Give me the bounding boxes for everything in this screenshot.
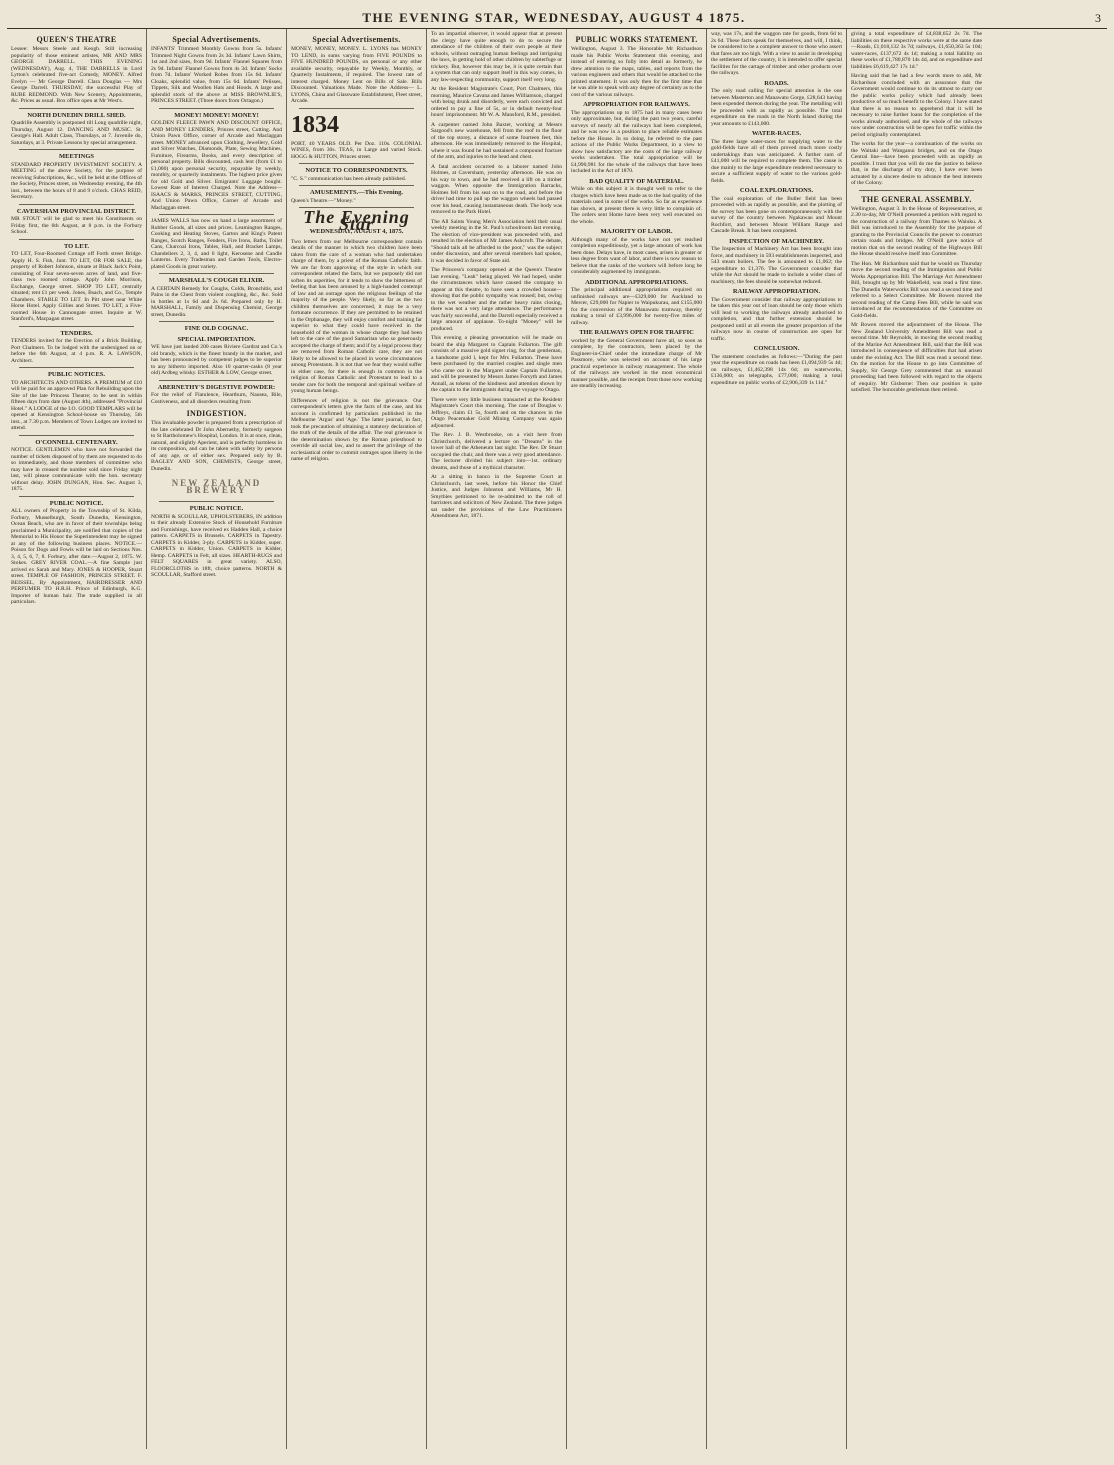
- conclusion-text: The statement concludes as follows:—"During the past year the expenditure on roads has been £1,094,939 5s 4d; on railways, £1,462,398 14s 6d; on waterworks, £136,000; on telegraphs, £77,000; making a total expenditure on public works of £2,906,339 1s 11d.": [711, 353, 842, 386]
- special-ads-heading: Special Advertisements.: [172, 35, 261, 44]
- special-ads-heading-2: Special Advertisements.: [312, 35, 401, 44]
- court-report: At the Resident Magistrate's Court, Port Chalmers, this morning, Maurice Cavana and James Williamson, charged with being drunk and disorderly, were each convicted and ordered to pay a fine of 5s, or in default twenty-four hours' imprisonment. Mr W. A. Mansford, R.M., presided.: [431, 86, 562, 118]
- machinery-text: The Inspection of Machinery Act has been brought into force, and machinery in 593 establishments inspected, and 543 steam boilers. The fee is amounted to £1,062; the expenditure to £1,376. The Government consider that while the Act should be made to include a wider class of machinery, the fees should be somewhat reduced.: [711, 246, 842, 285]
- infants-ad: INFANTS' Trimmed Monthly Gowns from 5s. Infants' Trimmed Night Gowns from 2s 3d. Infants' Lawn Shirts, 1st and 2nd sizes, from 9d. Infants' Flannel Squares from 2s 9d. Infants' Flannel Gowns from 4s 3d. Infants' Socks from 7d. Infants' Worked Robes from 15s 6d. Infants' Cloaks, splendid value, from 15s 6d. Infants' Pelisses, Tippets, Silk and Woollen Hats and Hoods. A large and splendid stock of the above at MISS BROWNLIE'S, PRINCES STREET. (Three doors from Octagon.): [151, 46, 282, 104]
- municipality-notice: ALL owners of Property in the Township of St. Kilda, Forbury, Musselburgh, South Dunedin, Kensington, Ocean Beach, who are in favor of their townships being proclaimed a Municipality, are notified that copies of the Memorial to His Honor the Superintendent may be signed at any of the following business places. NOTICE.—Poison for Dogs and Fowls will be laid on Sections Nos. 3, 4, 5, 6, 7, 8. Forbury, after date.—August 2, 1875. W. Stokes. GREY RIVER COAL.—A fine Sample just arrived ex Sarah and Mary. JONES & HOOPER, Stuart street. TEMPLE OF FASHION, PRINCES STREET. F. BEISSEL, By Appointment, HAIRDRESSER AND PERFUMER TO H.R.H. Prince of Edinburgh, K.G. Importer of human hair. The trade supplied in all particulars.: [11, 508, 142, 605]
- tenders-heading: TENDERS.: [60, 329, 93, 337]
- oconnell-heading: O'CONNELL CENTENARY.: [35, 438, 118, 446]
- meetings-heading: MEETINGS: [58, 153, 95, 160]
- james-walls-ad: JAMES WALLS has now on hand a large assortment of Rubber Goods, all sizes and prices. Leamington Ranges, Cooking and Heating Stoves, Garton and King's Patent Ranges, Scotch Ranges, Fenders, Fire Irons, Baths, Toilet Cans, Charcoal Irons, Tables, Hall, and Bracket Lamps, Chandeliers 2, 3, 4, and 6 light, Kerosene and Candle Lanterns. Every Tradesman and Garden Tools, Electro-plated Goods in great variety.: [151, 218, 282, 270]
- roads-heading: ROADS.: [764, 79, 789, 87]
- column-7: [847, 29, 986, 1449]
- additional-appropriations-text: The principal additional appropriations required on unfinished railways are—£329,000 for Auckland to Mercer, £29,000 for Napier to Waipukurau, and £155,000 for the conversion of the Manawatu tramway, thereby making a total of £3,996,000 for twenty-five miles of railway.: [571, 287, 702, 326]
- divider: [299, 163, 414, 164]
- railway-appropriation-heading: APPROPRIATION FOR RAILWAYS.: [583, 101, 690, 108]
- expenditure-text: giving a total expenditure of £4,838,652 2s 7d. The liabilities on these respective works were at the same date—Roads, £1,018,132 3s 7d; railways, £1,650,363 5s 10d; water-races, £137,672 4s 1d; making a total liability on these works of £1,780,870 14s 4d, and on expenditure and liabilities £6,619,427 17s 1d.": [851, 31, 982, 70]
- roads-text: The only road calling for special attention is the one between Masterton and Manawatu Gorge, £28,643 having been expended thereon during the year. The metalling will be proceeded with as rapidly as possible. The total expenditure on the roads in the North Island during the year amounts to £143,000.: [711, 88, 842, 127]
- theatre-report: The Princess's company opened at the Queen's Theatre last evening. "Leah" being played. We had hoped, under the circumstances which have caused the company to appear at this theatre, to have seen a crowded house—showing that the public sympathy was roused; but, owing to the wet weather and the rather heavy rains closing, there was not a very large attendance. The performance was fairly successful, and the Darrell especially received a large amount of applause. To-night "Money" will be produced.: [431, 267, 562, 332]
- public-notices-heading: PUBLIC NOTICES.: [47, 371, 106, 378]
- labor-text: Although many of the works have not yet reached completion expeditiously, yet a large amount of work has been done. Delays have, in most cases, arisen in greater or less degree from want of labor, and there is now reason to believe that the ranks of the workers will before long be considerably augmented by immigrants.: [571, 236, 702, 275]
- amusements-listing: Queen's Theatre.—"Money.": [291, 197, 356, 204]
- importation-heading: SPECIAL IMPORTATION.: [177, 335, 256, 343]
- cognac-ad: WE have just landed 200 cases Riviere Gardrat and Co.'s old brandy, which is the finest brandy in the market, and has been pronounced by competent judges to be superior to any hitherto imported. Also 10 quarter-casks (8 year old) Ardbeg whisky. ESTHER & LOW, George street.: [151, 344, 282, 376]
- railway-appropriation-text: The appropriations up to 1875 had in many cases been only approximate, but, during the past two years, careful surveys of nearly all the railways had been completed, and he was now in a position to place reliable estimates before the House. In so doing, he referred to the past actions of the Public Works Department, in a view to show how satisfactory are the costs of the large railway works undertaken. The total appropriation will be £4,990,981 for the whole of the railways that have been included in the Act of 1870.: [571, 109, 702, 174]
- bad-material-text: While on this subject it is thought well to refer to the charges which have been made as to the bad quality of the materials used in some of the works. So far as experience has shown, at present there is very little to complain of. The orders sent Home have been very well executed on the whole.: [571, 186, 702, 225]
- public-notice-heading: PUBLIC NOTICE.: [49, 499, 104, 507]
- column-6: [707, 29, 847, 1449]
- divider: [19, 239, 134, 240]
- masthead-title: THE EVENING STAR, WEDNESDAY, AUGUST 4 1875.: [362, 10, 746, 25]
- fatal-accident-report: A fatal accident occurred to a laborer named John Holmes, at Caversham, yesterday afternoon. He was on his way to town, and he had received a lift on a timber waggon. When opposite the Immigration Barracks, Holmes fell from his seat on to the road, and before the driver had time to pull up the waggon wheels had passed over his head, causing instantaneous death. The body was removed to the Park Hotel.: [431, 163, 562, 215]
- lyons-money-ad: MONEY, MONEY, MONEY. L. LYONS has MONEY TO LEND, in sums varying from FIVE POUNDS to FIVE HUNDRED POUNDS, on personal or any other available security, repayable by Weekly, Monthly, or Quarterly Instalments, if required. The lowest rate of interest charged. Money Lent on Bills of Sale. Bills Discounted. Valuations Made. Note the Address— L. LYONS, China and Glassware Establishment, Fleet street, Arcade.: [291, 46, 422, 104]
- divider: [299, 185, 414, 186]
- railway-appropriation-text-2: The Government consider that railway appropriations to be taken this year out of loan should be only those which will lead to working the railways already authorised to completion, and that further extension should be postponed until at all events the greater proportion of the railways now in course of construction are open for traffic.: [711, 296, 842, 342]
- divider: [159, 321, 274, 322]
- cognac-heading: FINE OLD COGNAC.: [184, 325, 249, 332]
- tenders-notice: TENDERS invited for the Erection of a Brick Building, Port Chalmers. To be lodged with the undersigned on or before the 6th August, at 4 p.m. R. A. LAWSON, Architect.: [11, 338, 142, 364]
- digestive-powder-heading: ABERNETHY'S DIGESTIVE POWDER:: [157, 383, 276, 391]
- conclusion-heading: CONCLUSION.: [753, 345, 800, 352]
- money-heading: MONEY! MONEY! MONEY!: [174, 111, 259, 119]
- digestive-powder-intro: For the relief of Flatulence, Heartburn, Nausea, Bile, Costiveness, and all disorders resulting from: [151, 392, 282, 405]
- oconnell-notice: NOTICE. GENTLEMEN who have not forwarded the number of tickets disposed of by them are requested to do so immediately, and those members of committee who may have in creased the number sold since Friday night last, will please communicate with the hon. secretary without delay. JOHN DUNGAN, Hon. Sec. August 3, 1875.: [11, 447, 142, 492]
- caversham-heading: CAVERSHAM PROVINCIAL DISTRICT.: [16, 207, 137, 215]
- richardson-conclusion: Having said that he had a few words more to add, Mr Richardson concluded with an assurance that the Government would continue to do its utmost to carry out the public works policy which had already been productive of so much benefit to the Colony. I have stated that there is no reason to apprehend that it will be necessary to raise further loans for the completion of the works already authorised, and the whole of the railways now under construction will be open for traffic within the period originally contemplated.: [851, 73, 982, 138]
- accident-report: A carpenter named John Baxter, working at Messrs Sargood's new warehouse, fell from the roof to the floor of the top storey, a distance of some fourteen feet, this afternoon. He was immediately removed to the Hospital, where it was found he had sustained a compound fracture of the arm, and injuries to the head and chest.: [431, 121, 562, 160]
- caversham-notice: MR STOUT will be glad to meet his Constituents on Friday first, the 6th August, at 8 p.m. in the Forbury School.: [11, 216, 142, 235]
- divider: [859, 190, 974, 191]
- divider: [19, 496, 134, 497]
- divider: [19, 149, 134, 150]
- column-5: [567, 29, 707, 1449]
- column-2: [147, 29, 287, 1449]
- presentation-report: This evening a pleasing presentation will be made on board the ship Margaret to Captain Fullarton. The gift consists of a massive gold signet ring, for that gentleman, a handsome gold l, kept for Mrs Fullarton. These have been purchased by the married couples and single men who came out in the Margaret under Captain Fullarton, and will be presented by Messrs James Forsyth and James Annall, as tokens of the kindness and attention shown by the captain to the immigrants during the voyage to Otago.: [431, 335, 562, 393]
- editorial-paragraph-1: Two letters from our Melbourne correspondent contain details of the manner in which two children have been taken from the care of a woman who had undertaken charge of them, by a priest of the Roman Catholic faith. We are far from approving of the style in which our correspondent related the facts, but we purposely did not soften its asperities, for it tends to show the bitterness of feeling that has been aroused by a high-handed contempt of law and an outrage upon the religious feelings of the majority of the people. Very likely, so far as the two children themselves are concerned, it may be a very fortunate occurrence. If they are permitted to be retained in the Orphanage, they will enjoy comfort and training far superior to what they could have received in the household of the woman in whose charge they had been left to the care of the good Samaritan who so generously accepted the charge of them; and if by a legal process they are removed from Roman Catholic care, they are not likely to be allowed to be placed in worse circumstances among Protestants. It is not that we fear they would suffer in either case, for there is enough in common in the religion of Roman Catholic and Protestant to lead to a tender care for both the temporal and spiritual welfare of young human beings.: [291, 238, 422, 394]
- general-assembly-heading: THE GENERAL ASSEMBLY.: [861, 194, 972, 204]
- newspaper-page: [7, 4, 1107, 1454]
- divider: [159, 214, 274, 215]
- assembly-report-2: The Hon. Mr Richardson said that he would on Thursday move the second reading of the Immigration and Public Works Appropriation Bill. The Marriage Act Amendment Bill, brought up by Mr Wakefield, was read a first time. The Dunedin Waterworks Bill was read a second time and referred to a Select Committee. Mr Bowen moved the second reading of the Camp Fees Bill, while he said was introduced at the recommendation of the Committee on Gold-fields.: [851, 260, 982, 319]
- magistrate-report: There were very little business transacted at the Resident Magistrate's Court this morning. The case of Douglas v. Jeffreys, claim £1 5s, fourth and on the chances in the Otago Peacemaker Gold Mining Company was again adjourned.: [431, 396, 562, 429]
- editorial-paragraph-2: Differences of religion is not the grievance. Our correspondent's letters give the facts of the case, and his account is confirmed by particulars published in the Melbourne 'Argus' and 'Age.' The latter journal, in fact, took the precaution of obtaining a statutory declaration of the truth of the details of the affair. The real grievance is the determination shown by the Roman priesthood to override all social law, and to assert the privilege of the ecclesiastical order to commit outrages upon liberty in the name of religion.: [291, 397, 422, 462]
- architects-notice: TO ARCHITECTS AND OTHERS. A PREMIUM of £10 will be paid for an approved Plan for Rebuilding upon the Site of the late Princess Theatre; to be sent in within fifteen days from date (August 4th), addressed "Provincial Hotel." A LODGE of the I.O. GOOD TEMPLARS will be opened at Kensington School-house on Thursday, 5th inst., at 7.30 p.m. Members of Town Lodges are invited to attend.: [11, 379, 142, 431]
- assembly-report-1: Wellington, August 3. In the House of Representatives, at 2.30 to-day, Mr O'Neill presented a petition with regard to the construction of a railway from Thames to Waiuku. A Bill was introduced to the Assembly for the purpose of granting to the Provincial Councils the power to construct certain roads and bridges. Mr O'Neill gave notice of motion that on the second reading of the Highways Bill the House should resolve itself into Committee.: [851, 205, 982, 257]
- port-year: 1834: [291, 111, 339, 138]
- divider: [19, 108, 134, 109]
- railways-open-text: worked by the General Government have all, so soon as complete, by the contractors, been placed by the Engineer-in-Chief under the immediate charge of Mr Passmore, who was selected on account of his large practical experience in railway management. The whole of the railways are worked in the most economical manner possible, and the receipts from those now working are steadily increasing.: [571, 337, 702, 389]
- railways-open-heading: THE RAILWAYS OPEN FOR TRAFFIC: [579, 329, 694, 336]
- machinery-heading: INSPECTION OF MACHINERY.: [729, 237, 824, 245]
- divider: [19, 367, 134, 368]
- divider: [19, 326, 134, 327]
- divider: [299, 108, 414, 109]
- digestive-powder-ad: This invaluable powder is prepared from a prescription of the late celebrated Dr John Abernethy, formerly surgeon to St Bartholomew's Hospital, London. It is at once, clean, natural, and slightly Aperient, and is perfectly harmless in its composition, and can be taken with safety by persons of any age, or of either sex. Prepared only by B. BAGLEY AND SON, CHEMISTS, George street, Dunedin.: [151, 420, 282, 472]
- divider: [159, 273, 274, 274]
- hogg-hutton-ad: PORT, 40 YEARS OLD. Per Doz. 110s. COLONIAL WINES, from 30s. TEAS, in Large and varied Stock. HOGG & HUTTON, Princes street.: [291, 140, 422, 160]
- columns: [7, 29, 1107, 1449]
- cough-elixir-ad: A CERTAIN Remedy for Coughs, Colds, Bronchitis, and Pains in the Chest from violent coughing, &c., &c. Sold in bottles at 1s 6d and 2s 6d. Prepared only by H. MARSHALL, Family and Dispensing Chemist, George street, Dunedin.: [151, 285, 282, 318]
- queens-theatre-heading: QUEEN'S THEATRE: [36, 35, 117, 44]
- divider: [159, 380, 274, 381]
- divider: [19, 204, 134, 205]
- association-report: The All Saints Young Men's Association held their usual weekly meeting in the St. Paul's schoolroom last evening. The election of vice-president was proceeded with, and resulted in the election of Mr James Ashcroft. The debate, "Should tails all be afforded to the poor," was the subject under discussion, and after several members had spoken, it was decided in favor of State aid.: [431, 218, 562, 264]
- public-works-intro: Wellington, August 3. The Honorable Mr Richardson made his Public Works Statement this evening, and instead of entering so fully into detail as formerly, he drew attention to the maps, tables, and reports from the various engineers and others that would be attached to the printed statement. It was only then for the first time that he was able to speak with any degree of certainty as to the cost of the various railways.: [571, 46, 702, 98]
- amusements-heading: AMUSEMENTS.—This Evening.: [309, 189, 403, 196]
- divider: [19, 435, 134, 436]
- supreme-court-report: At a sitting in banco in the Supreme Court at Christchurch, last week, before his Honor the Chief Justice, and Judges Johnston and Williams, Mr H. Smythies petitioned to be re-admitted to the roll of barristers and solicitors of New Zealand. The three judges sat under the provisions of the Law Practitioners Amendment Act, 1871.: [431, 474, 562, 519]
- labor-heading: MAJORITY OF LABOR.: [600, 228, 673, 235]
- editorial-date: WEDNESDAY, AUGUST 4, 1875.: [309, 228, 404, 235]
- lecture-report: The Rev. J. B. Westbrooke, on a visit here from Christchurch, delivered a lecture on "Dreams" in the lower hall of the Atheneum last night. The Rev. Dr Stuart occupied the chair, and there was a very good attendance. The lecturer divided his subject into—1st. ordinary dreams, and those of a mythical character.: [431, 432, 562, 471]
- drill-shed-ad: Quadrille Assembly is postponed till Long quadrille night, Thursday, August 12. DANCING AND MUSIC. St. George's Hall. Adult Class, Thursdays, at 7. Juvenile do, Saturdays, at 3. Private Lessons by special arrangement.: [11, 120, 142, 146]
- correspondents-notice: "C. S." communication has been already published.: [291, 175, 407, 182]
- editorial-paragraph-3: To an impartial observer, it would appear that at present the clergy have quite enough to do to secure the attendance of the children of their own people at their schools, without outraging human feelings and intriguing the laws, in getting hold of other children by subterfuge or trickery. But, however this may be, it is quite certain that a system that can only support itself in this way comes, in any law-respecting community, support itself very long.: [431, 31, 562, 83]
- newspaper-nameplate: The Evening Star: [303, 207, 410, 234]
- bad-material-heading: BAD QUALITY OF MATERIAL.: [589, 177, 684, 185]
- railway-appropriation-heading-2: RAILWAY APPROPRIATION.: [732, 288, 821, 295]
- coal-heading: COAL EXPLORATIONS.: [739, 187, 814, 194]
- divider: [159, 501, 274, 502]
- page-number: 3: [1095, 11, 1101, 25]
- standard-property-notice: STANDARD PROPERTY INVESTMENT SOCIETY. A MEETING of the above Society, for the purpose of receiving Subscriptions, &c., will be held at the Offices of the Society, Princes street, on Wednesday evening, the 4th inst., between the hours of 8 and 9 o'clock. CHAS REID, Secretary.: [11, 161, 142, 200]
- queens-theatre-ad: Lessee: Messrs Steele and Keogh. Still increasing popularity of those eminent artistes, MR AND MRS GEORGE DARRELL. THIS EVENING (WEDNESDAY), Aug. 4, THE DARRELLS in Lord Lytton's celebrated five-act Comedy, MONEY. Alfred Evelyn — Mr George Darrell. Clara Douglas — Mrs George Darrell. THURSDAY, the successful Play of RUBE REDMOND. With New Scenery, Appointments, &c. Prices as usual. Box office open at Mr West's.: [11, 46, 142, 104]
- works-year-text: The works for the year—a continuation of the works on the Waitaki and Wanganui bridges, and on the Otago Central line—have been proceeded with as rapidly as possible. I trust that you will do me the justice to believe that, in the discharge of my duty, I have ever been actuated by a sincere desire to advance the best interests of the Colony.: [851, 141, 982, 186]
- cough-elixir-heading: MARSHALL'S COUGH ELIXIR.: [168, 277, 265, 284]
- assembly-report-3: Mr Bowen moved the adjournment of the House. The New Zealand University Amendment Bill was read a second time. Mr Reynolds, in moving the second reading of the Marine Act Amendment Bill, said that the Bill was introduced in consequence of difficulties that had arisen under the existing Act. The Bill was read a second time. On the motion for the House to go into Committee of Supply, Sir George Grey commented that an unusual proceeding had been followed with regard to the objects of enquiry. Mr Gisborne: Then our position is quite satisfied. The honorable gentleman then retired.: [851, 322, 982, 393]
- public-works-heading: PUBLIC WORKS STATEMENT.: [575, 35, 698, 44]
- indigestion-heading: INDIGESTION.: [186, 409, 247, 418]
- to-let-heading: TO LET.: [63, 242, 90, 250]
- column-1: [7, 29, 147, 1449]
- coal-text: The coal exploration of the Buller field has been proceeded with as rapidly as possible, and the plotting of the survey has been gone on contemporaneously with the survey of the country between Ngakawau and Mount Rochfort, and between Mount William Range and Cascade Break. It has been completed.: [711, 195, 842, 234]
- correspondents-heading: NOTICE TO CORRESPONDENTS.: [305, 167, 408, 174]
- drill-shed-heading: NORTH DUNEDIN DRILL SHED.: [27, 111, 126, 119]
- column-3: [287, 29, 427, 1449]
- fares-text: way, was 17s, and the waggon rate for goods, from 6d to 2s 6d. These facts speak for themselves, and will, I think, be considered to be a complete answer to those who assert that fares are too high. With a view to assist in developing the settlement of the country, it is intended to offer special facilities for the cartage of timber and other products over the railways.: [711, 31, 842, 76]
- column-4: [427, 29, 567, 1449]
- to-let-ads: TO LET, Four-Roomed Cottage off Forth street Bridge. Apply H. S. Fish, Junr. TO LET, OR FOR SALE, the property of Robert Johnson, situate at Black Jack's Point, consisting of Four seven-seven acres of land, and five-class two roomed cottage. Apply John Morrison, Exchange, George street. SHOP TO LET, centrally situated; rent £1 per week. Jones, Bsach, and Co., Temple Chambers. STABLE TO LET. In Pitt street near White Horse Hotel. Apply Gillies and Street. TO LET, a Five-roomed House in Cannongate street. Inquire at W. Stanford's, Macpagan street.: [11, 251, 142, 322]
- brewery-logo: NEW ZEALAND BREWERY: [171, 478, 262, 495]
- divider: [159, 108, 274, 109]
- water-races-text: The three large water-races for supplying water to the gold-fields have all of them proved much more costly undertakings than was anticipated. A further sum of £41,000 will be required to complete them. The cause is due mainly to the large expenditure rendered necessary to secure a sufficient supply of water to the various gold-fields.: [711, 138, 842, 184]
- additional-appropriations-heading: ADDITIONAL APPROPRIATIONS.: [585, 278, 688, 286]
- public-notice-heading-2: PUBLIC NOTICE.: [189, 505, 244, 512]
- north-scoullar-ad: NORTH & SCOULLAR, UPHOLSTERERS, IN addition to their already Extensive Stock of Household Furniture and Furnishings, have received ex Hadden Hall, a choice pattern. CARPETS in Brussels. CARPETS in Tapestry. CARPETS in Kidder, 3-ply. CARPETS in Kidder, super. CARPETS in Kidder, Union. CARPETS in Kidder, Hemp. CARPETS in Felt, all sizes. HEARTH-RUGS and FELT SQUARES in great variety. ALSO, FLOORCLOTHS in 18ft, choice patterns. NORTH & SCOULLAR, Stafford street.: [151, 513, 282, 578]
- masthead: [7, 4, 1107, 29]
- golden-fleece-ad: GOLDEN FLEECE PAWN AND DISCOUNT OFFICE, AND MONEY LENDERS, Princes street, Cutting. And Union Pawn Office, corner of Arcade and Maclaggan street. MONEY advanced upon Clothing, Jewellery, Gold and Silver Watches, Diamonds, Plate, Sewing Machines, Furniture, Firearms, Books, and every description of personal property. Bills discounted, cash lent (from £1 to £1,000) upon personal security, repayable by weekly, monthly, or quarterly instalments. The highest price given for old Gold and Silver. Emigrants' Luggage bought. Lowest Rate of Interest Charged. Note the Address— ISAACS & MARKS, PRINCES STREET, CUTTING, And Union Pawn Office, Corner of Arcade and Maclaggan street.: [151, 120, 282, 211]
- water-races-heading: WATER-RACES.: [751, 130, 802, 137]
